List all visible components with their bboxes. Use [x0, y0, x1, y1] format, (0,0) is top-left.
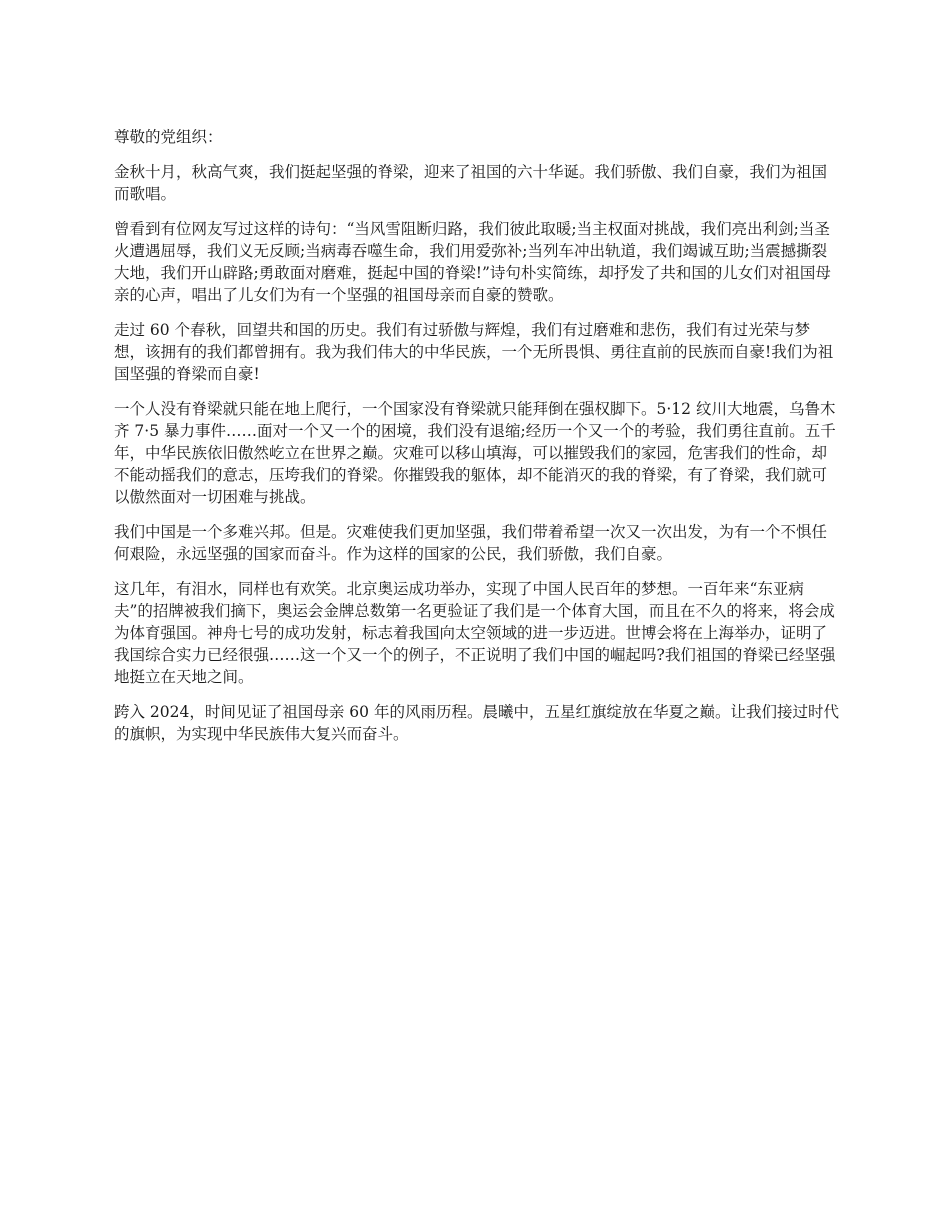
paragraph-3: 走过 60 个春秋，回望共和国的历史。我们有过骄傲与辉煌，我们有过磨难和悲伤，我们有过光荣与梦想，该拥有的我们都曾拥有。我为我们伟大的中华民族，一个无所畏惧、勇往直前的民族而自豪!我们为祖国坚强的脊梁而自豪!	[114, 321, 834, 383]
paragraph-1: 金秋十月，秋高气爽，我们挺起坚强的脊梁，迎来了祖国的六十华诞。我们骄傲、我们自豪，我们为祖国而歌唱。	[114, 163, 828, 203]
paragraph-6: 这几年，有泪水，同样也有欢笑。北京奥运成功举办，实现了中国人民百年的梦想。一百年来“东亚病夫”的招牌被我们摘下，奥运会金牌总数第一名更验证了我们是一个体育大国，而且在不久的将来，将会成为体育强国。神舟七号的成功发射，标志着我国向太空领域的进一步迈进。世博会将在上海举办，证明了我国综合实力已经很强……这一个又一个的例子，不正说明了我们中国的崛起吗?我们祖国的脊梁已经坚强地挺立在天地之间。	[114, 580, 836, 686]
paragraph-7: 跨入 2024，时间见证了祖国母亲 60 年的风雨历程。晨曦中，五星红旗绽放在华夏之巅。让我们接过时代的旗帜，为实现中华民族伟大复兴而奋斗。	[114, 703, 839, 743]
paragraph-5: 我们中国是一个多难兴邦。但是。灾难使我们更加坚强，我们带着希望一次又一次出发，为有一个不惧任何艰险，永远坚强的国家而奋斗。作为这样的国家的公民，我们骄傲，我们自豪。	[114, 523, 828, 563]
salutation: 尊敬的党组织：	[114, 128, 223, 146]
document-body	[114, 126, 840, 758]
paragraph-4: 一个人没有脊梁就只能在地上爬行，一个国家没有脊梁就只能拜倒在强权脚下。5·12 纹川大地震，乌鲁木齐 7·5 暴力事件……面对一个又一个的困境，我们没有退缩;经历一个又一个的考验，我们勇往直前。五千年，中华民族依旧傲然屹立在世界之巅。灾难可以移山填海，可以摧毁我们的家园，危害我们的性命，却不能动摇我们的意志，压垮我们的脊梁。你摧毁我的躯体，却不能消灭的我的脊梁，有了脊梁，我们就可以傲然面对一切困难与挑战。	[114, 400, 836, 506]
paragraph-2: 曾看到有位网友写过这样的诗句：“当风雪阻断归路，我们彼此取暖;当主权面对挑战，我们亮出利剑;当圣火遭遇屈辱，我们义无反顾;当病毒吞噬生命，我们用爱弥补;当列车冲出轨道，我们竭诚互助;当震撼撕裂大地，我们开山辟路;勇敢面对磨难，挺起中国的脊梁!”诗句朴实简练，却抒发了共和国的儿女们对祖国母亲的心声，唱出了儿女们为有一个坚强的祖国母亲而自豪的赞歌。	[114, 220, 831, 304]
